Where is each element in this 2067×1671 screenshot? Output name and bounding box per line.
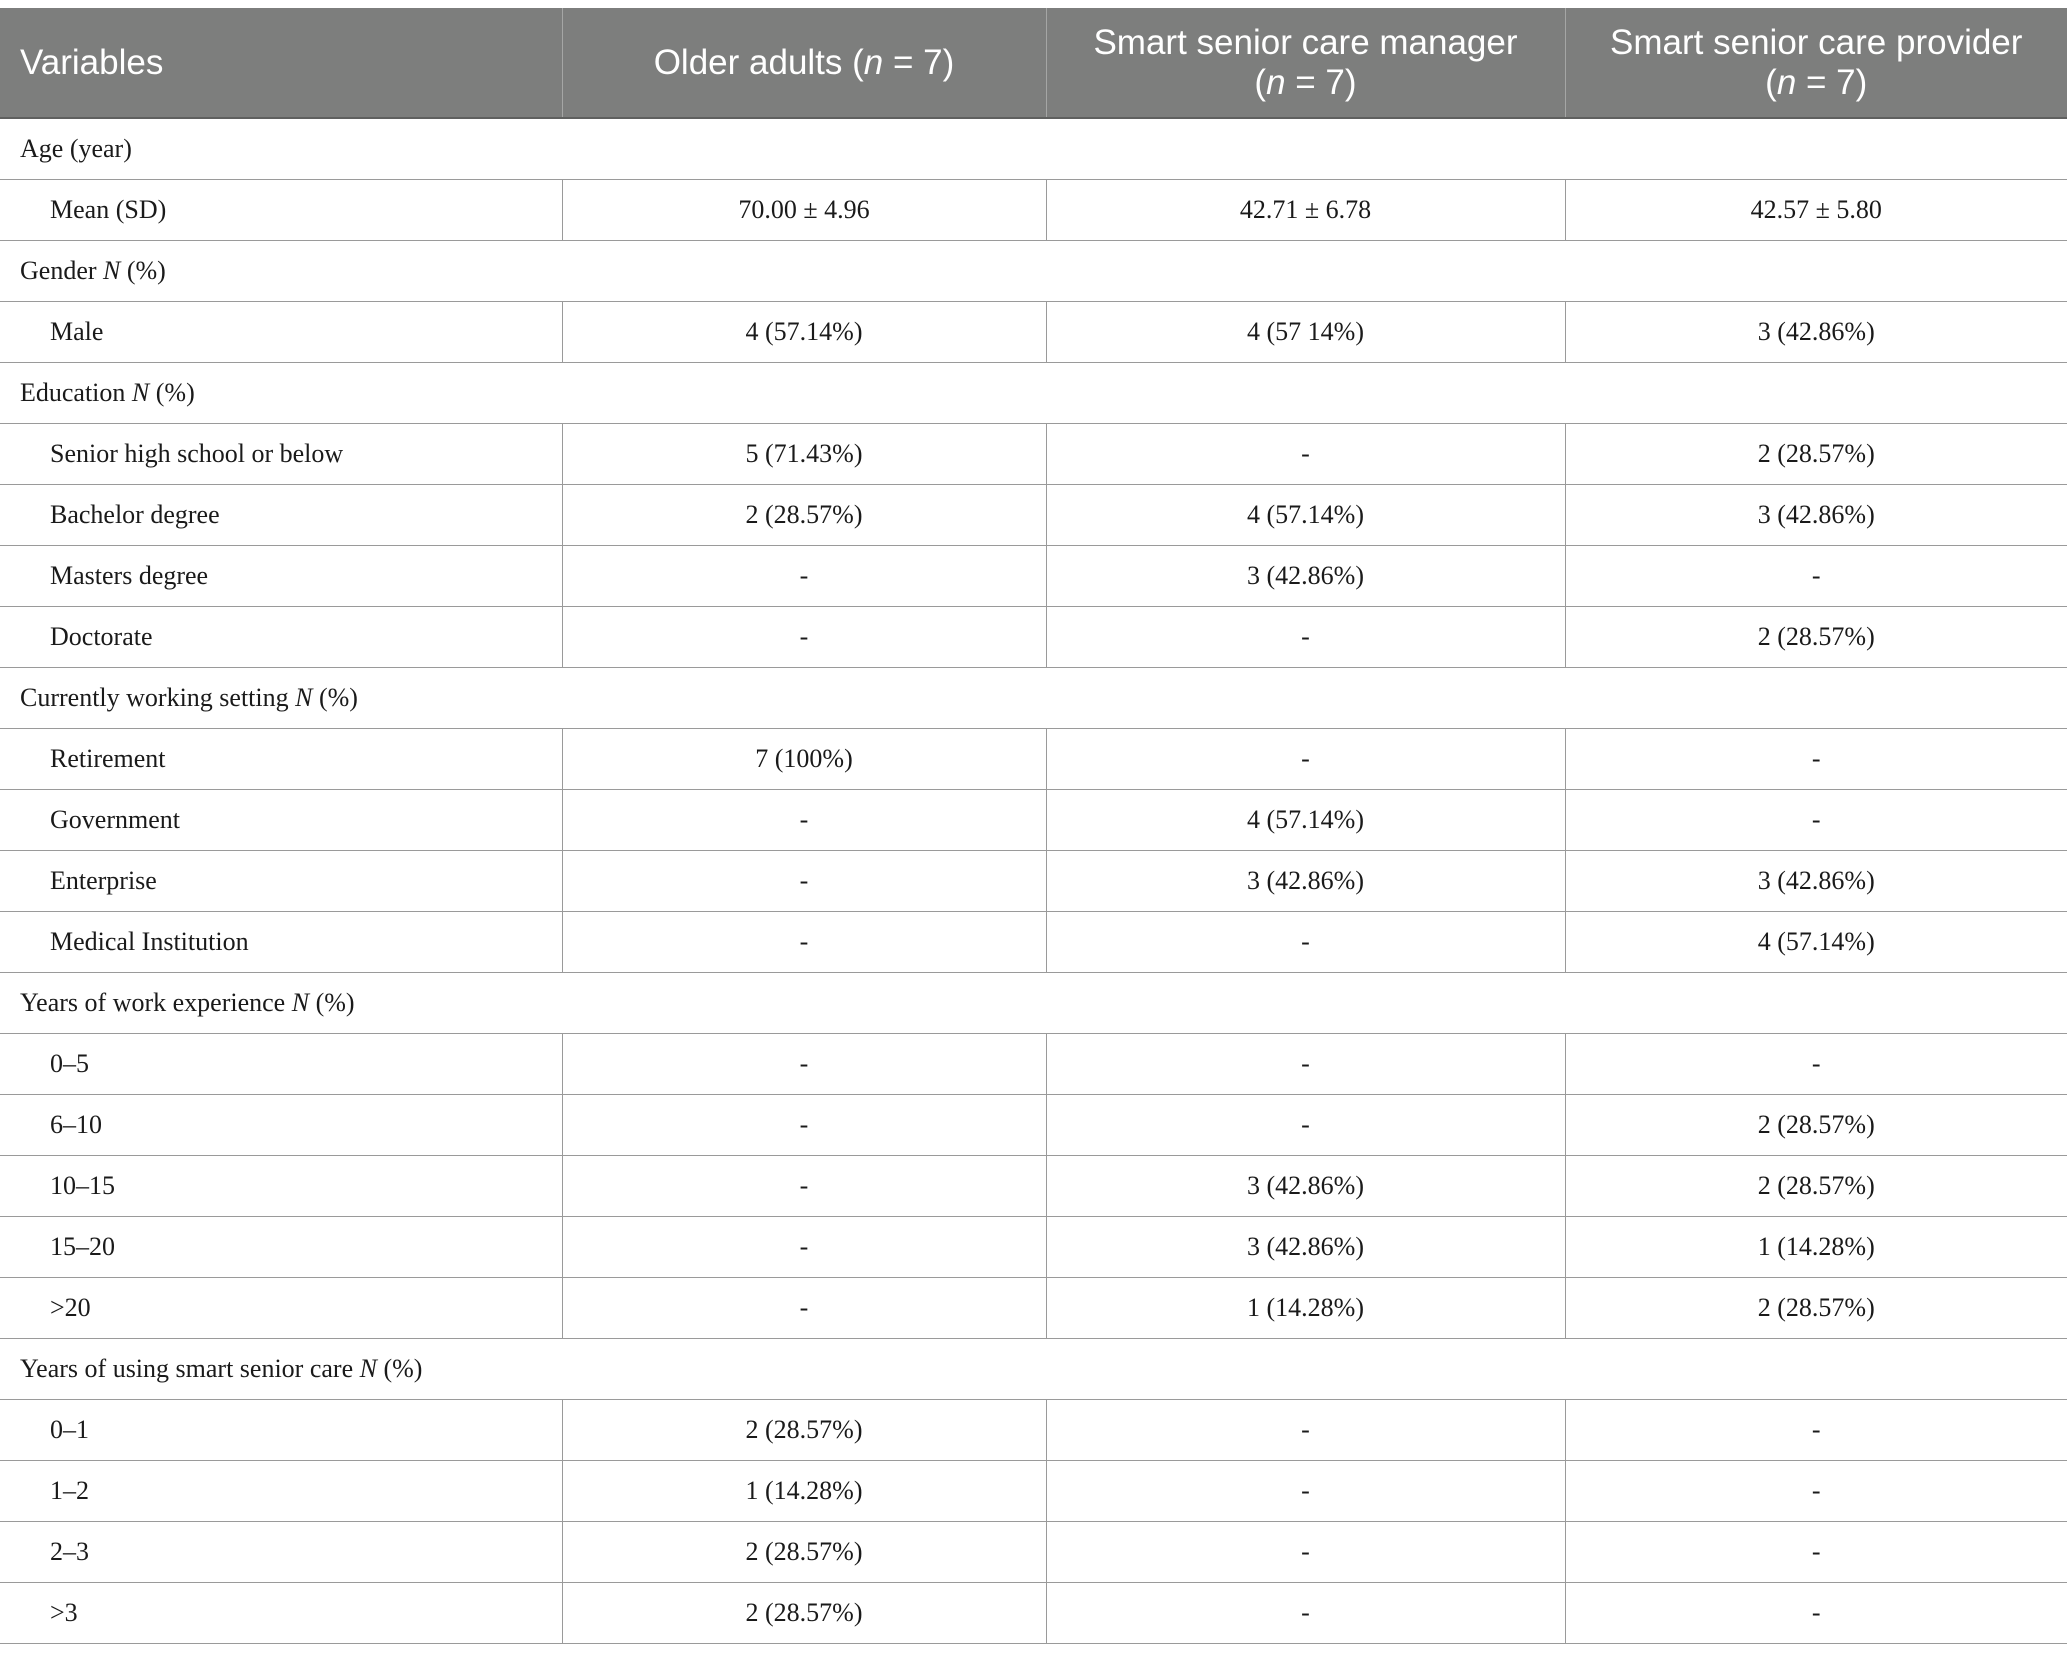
row-label: Enterprise [0, 850, 562, 911]
section-header-row [0, 667, 2067, 728]
header-care-provider-count: = 7) [1796, 62, 1868, 102]
table-body [0, 118, 2067, 1643]
older-adults-value: - [562, 1277, 1046, 1338]
care-provider-value: 1 (14.28%) [1565, 1216, 2067, 1277]
older-adults-value: - [562, 545, 1046, 606]
care-provider-value: 2 (28.57%) [1565, 1155, 2067, 1216]
section-title-n: N [131, 377, 150, 407]
care-manager-value: - [1046, 423, 1565, 484]
care-provider-value: 2 (28.57%) [1565, 1094, 2067, 1155]
care-provider-value: 4 (57.14%) [1565, 911, 2067, 972]
care-manager-value: 1 (14.28%) [1046, 1277, 1565, 1338]
table-row [0, 179, 2067, 240]
demographics-table-container [0, 8, 2067, 1644]
care-manager-value: - [1046, 1521, 1565, 1582]
care-provider-value: 3 (42.86%) [1565, 484, 2067, 545]
table-row [0, 1277, 2067, 1338]
section-title-n: N [291, 987, 310, 1017]
older-adults-value: - [562, 1155, 1046, 1216]
table-row [0, 911, 2067, 972]
section-title [0, 362, 2067, 423]
section-title-text: Years of using smart senior care [20, 1353, 360, 1383]
header-care-provider-open: ( [1765, 62, 1777, 102]
table-row [0, 1155, 2067, 1216]
section-header-row [0, 1338, 2067, 1399]
older-adults-value: 7 (100%) [562, 728, 1046, 789]
section-title-n: N [103, 255, 121, 285]
row-label: 1–2 [0, 1460, 562, 1521]
care-manager-value: 3 (42.86%) [1046, 1155, 1565, 1216]
row-label: Retirement [0, 728, 562, 789]
care-provider-value: - [1565, 545, 2067, 606]
header-older-adults [562, 8, 1046, 118]
care-provider-value: 42.57 ± 5.80 [1565, 179, 2067, 240]
older-adults-value: - [562, 789, 1046, 850]
row-label: Medical Institution [0, 911, 562, 972]
older-adults-value: 2 (28.57%) [562, 1582, 1046, 1643]
care-manager-value: 42.71 ± 6.78 [1046, 179, 1565, 240]
older-adults-value: 70.00 ± 4.96 [562, 179, 1046, 240]
section-title [0, 972, 2067, 1033]
care-provider-value: - [1565, 789, 2067, 850]
section-title-n: N [359, 1353, 377, 1383]
row-label: Senior high school or below [0, 423, 562, 484]
older-adults-value: 2 (28.57%) [562, 1399, 1046, 1460]
table-row [0, 606, 2067, 667]
row-label: 0–1 [0, 1399, 562, 1460]
section-title-unit: (%) [312, 682, 358, 712]
header-variables-label: Variables [20, 42, 164, 82]
care-manager-value: - [1046, 1033, 1565, 1094]
header-care-manager-open: ( [1254, 62, 1267, 102]
section-title-unit: (%) [120, 255, 166, 285]
older-adults-value: 2 (28.57%) [562, 1521, 1046, 1582]
row-label: >3 [0, 1582, 562, 1643]
older-adults-value: 5 (71.43%) [562, 423, 1046, 484]
care-manager-value: - [1046, 728, 1565, 789]
header-row [0, 8, 2067, 118]
row-label: 0–5 [0, 1033, 562, 1094]
table-row [0, 1216, 2067, 1277]
header-older-adults-n: n [863, 42, 884, 82]
care-provider-value: 2 (28.57%) [1565, 606, 2067, 667]
older-adults-value: - [562, 606, 1046, 667]
section-title [0, 667, 2067, 728]
care-provider-value: 2 (28.57%) [1565, 423, 2067, 484]
section-title-unit: (%) [309, 987, 355, 1017]
care-manager-value: - [1046, 606, 1565, 667]
table-row [0, 1582, 2067, 1643]
care-provider-value: 2 (28.57%) [1565, 1277, 2067, 1338]
table-row [0, 850, 2067, 911]
row-label: Government [0, 789, 562, 850]
table-row [0, 1033, 2067, 1094]
older-adults-value: - [562, 911, 1046, 972]
care-provider-value: 3 (42.86%) [1565, 301, 2067, 362]
section-header-row [0, 972, 2067, 1033]
section-title-text: Gender [20, 255, 104, 285]
row-label: Masters degree [0, 545, 562, 606]
section-header-row [0, 362, 2067, 423]
care-manager-value: 4 (57.14%) [1046, 789, 1565, 850]
row-label: 2–3 [0, 1521, 562, 1582]
section-title [0, 1338, 2067, 1399]
table-row [0, 301, 2067, 362]
table-row [0, 484, 2067, 545]
table-row [0, 545, 2067, 606]
care-provider-value: - [1565, 1521, 2067, 1582]
care-manager-value: 4 (57 14%) [1046, 301, 1565, 362]
section-title [0, 118, 2067, 179]
section-title-unit: (%) [149, 377, 195, 407]
section-title [0, 240, 2067, 301]
header-care-provider-n: n [1776, 62, 1797, 102]
table-row [0, 789, 2067, 850]
header-variables [0, 8, 562, 118]
row-label: Bachelor degree [0, 484, 562, 545]
older-adults-value: 2 (28.57%) [562, 484, 1046, 545]
care-manager-value: 3 (42.86%) [1046, 850, 1565, 911]
section-title-text: Age (year) [20, 133, 132, 163]
section-header-row [0, 240, 2067, 301]
row-label: 10–15 [0, 1155, 562, 1216]
table-row [0, 728, 2067, 789]
table-row [0, 423, 2067, 484]
header-care-manager-label: Smart senior care manager [1093, 22, 1518, 62]
demographics-table [0, 8, 2067, 1644]
row-label: 6–10 [0, 1094, 562, 1155]
older-adults-value: 1 (14.28%) [562, 1460, 1046, 1521]
section-title-text: Years of work experience [20, 987, 292, 1017]
header-care-manager-n: n [1266, 62, 1286, 102]
older-adults-value: - [562, 1033, 1046, 1094]
older-adults-value: - [562, 850, 1046, 911]
older-adults-value: - [562, 1216, 1046, 1277]
older-adults-value: 4 (57.14%) [562, 301, 1046, 362]
care-manager-value: - [1046, 911, 1565, 972]
section-title-n: N [295, 682, 313, 712]
header-older-adults-count: = 7) [883, 42, 955, 82]
care-manager-value: 3 (42.86%) [1046, 545, 1565, 606]
section-title-text: Education [20, 377, 132, 407]
row-label: >20 [0, 1277, 562, 1338]
section-header-row [0, 118, 2067, 179]
section-title-unit: (%) [376, 1353, 423, 1383]
care-provider-value: - [1565, 1033, 2067, 1094]
header-care-manager-count: = 7) [1285, 62, 1357, 102]
header-care-provider-label: Smart senior care provider [1610, 22, 2023, 62]
care-manager-value: - [1046, 1094, 1565, 1155]
care-provider-value: 3 (42.86%) [1565, 850, 2067, 911]
row-label: 15–20 [0, 1216, 562, 1277]
care-provider-value: - [1565, 728, 2067, 789]
header-care-manager [1046, 8, 1565, 118]
header-care-provider [1565, 8, 2067, 118]
care-provider-value: - [1565, 1460, 2067, 1521]
older-adults-value: - [562, 1094, 1046, 1155]
care-manager-value: - [1046, 1460, 1565, 1521]
row-label: Mean (SD) [0, 179, 562, 240]
table-row [0, 1094, 2067, 1155]
care-manager-value: 3 (42.86%) [1046, 1216, 1565, 1277]
table-header [0, 8, 2067, 118]
row-label: Doctorate [0, 606, 562, 667]
row-label: Male [0, 301, 562, 362]
header-older-adults-label: Older adults ( [653, 42, 864, 82]
care-manager-value: - [1046, 1399, 1565, 1460]
care-manager-value: - [1046, 1582, 1565, 1643]
table-row [0, 1521, 2067, 1582]
table-row [0, 1399, 2067, 1460]
care-provider-value: - [1565, 1582, 2067, 1643]
section-title-text: Currently working setting [20, 682, 296, 712]
table-row [0, 1460, 2067, 1521]
care-provider-value: - [1565, 1399, 2067, 1460]
care-manager-value: 4 (57.14%) [1046, 484, 1565, 545]
